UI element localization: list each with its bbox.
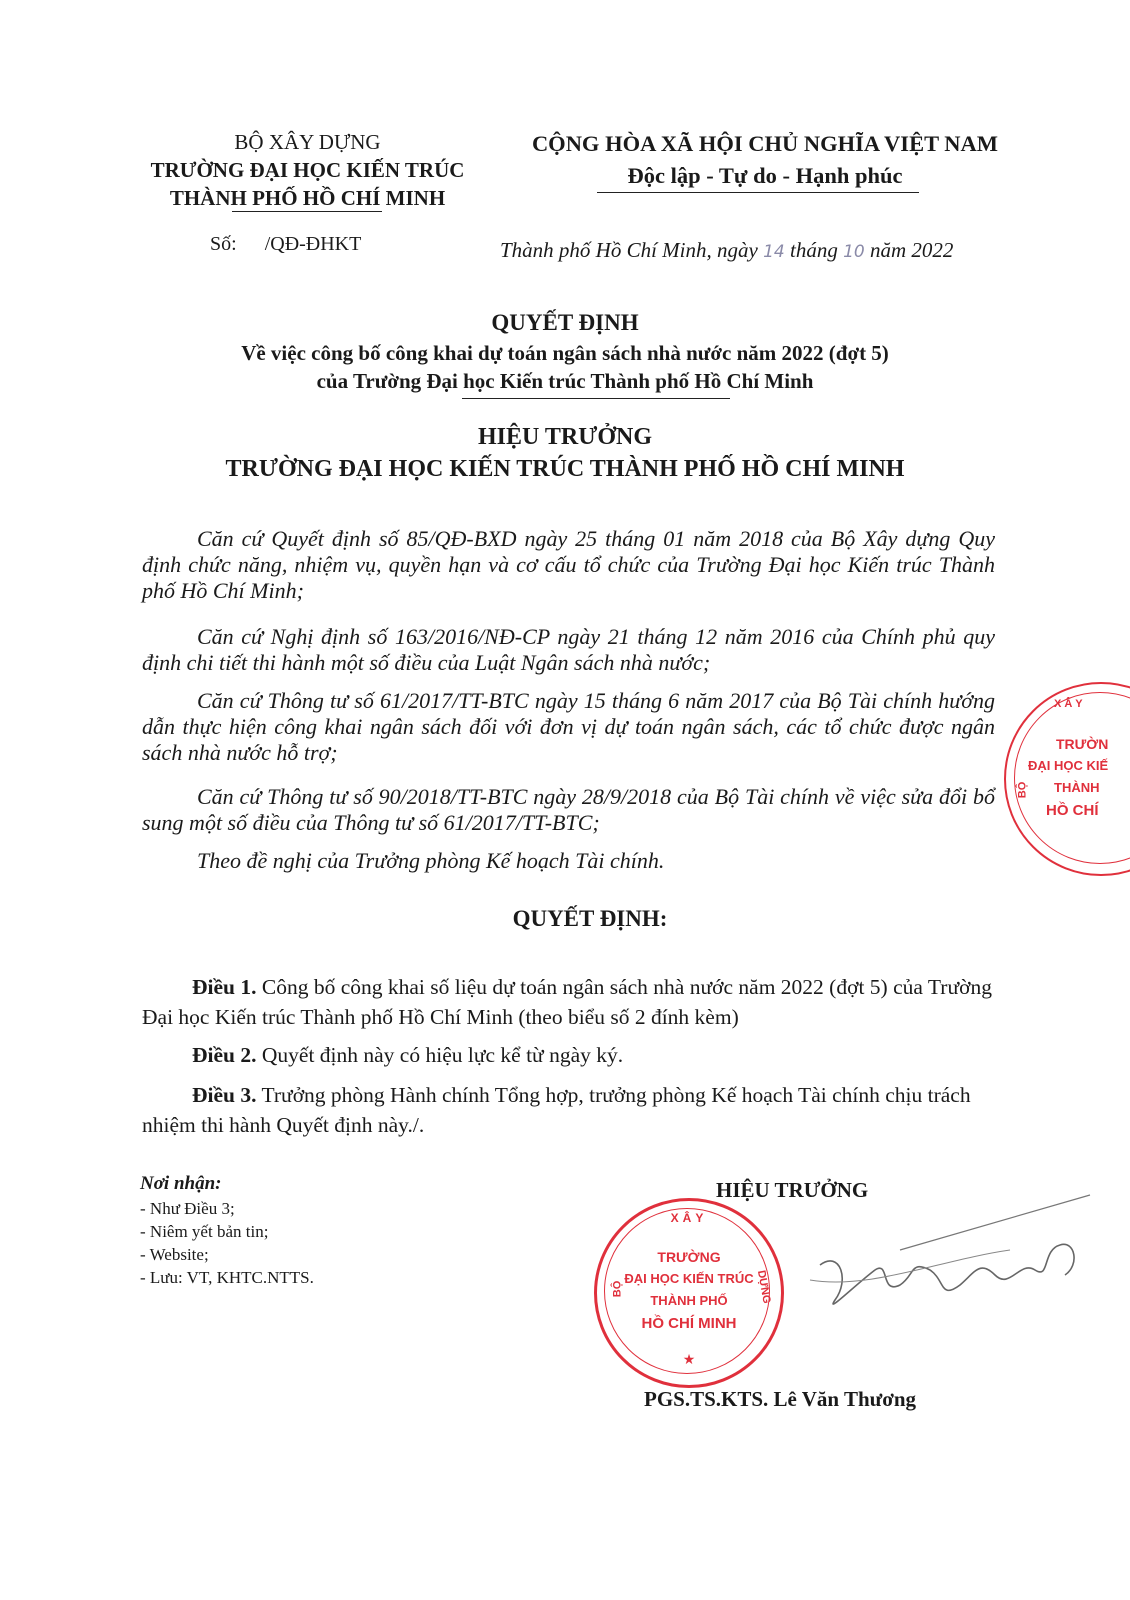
edge-stamp <box>1004 682 1130 876</box>
date-month-label: tháng <box>789 238 838 262</box>
issuer-block <box>110 128 505 212</box>
authority-school: TRƯỜNG ĐẠI HỌC KIẾN TRÚC THÀNH PHỐ HỒ CHÍ MINH <box>225 456 905 482</box>
signer-name: PGS.TS.KTS. Lê Văn Thương <box>644 1387 917 1411</box>
decision-heading: QUYẾT ĐỊNH: <box>512 906 668 931</box>
stamp-right-text: DỰNG <box>754 1269 773 1305</box>
doc-number-suffix: /QĐ-ĐHKT <box>264 233 362 255</box>
edge-stamp-top-text: XÂY <box>1054 698 1086 710</box>
basis-4: Căn cứ Thông tư số 90/2018/TT-BTC ngày 28/9/2018 của Bộ Tài chính về việc sửa đổi bổ sung một số điều của Thông tư số 61/2017/TT-BTC; <box>142 784 995 835</box>
article-1 <box>142 972 992 1032</box>
motto-underline <box>597 192 919 193</box>
official-stamp-inner-ring <box>604 1208 770 1374</box>
stamp-line-4: HỒ CHÍ MINH <box>641 1315 737 1332</box>
edge-stamp-left-text: BỘ <box>1016 781 1029 799</box>
ministry-name: BỘ XÂY DỰNG <box>234 130 381 154</box>
official-stamp <box>594 1198 784 1388</box>
stamp-top-text: XÂY <box>670 1211 708 1225</box>
article-3-label: Điều 3. <box>192 1083 257 1107</box>
recipient-item: - Niêm yết bản tin; <box>140 1222 269 1241</box>
stamp-line-3: THÀNH PHỐ <box>650 1293 728 1308</box>
article-2-text: Quyết định này có hiệu lực kể từ ngày ký. <box>261 1043 624 1067</box>
basis-5: Theo đề nghị của Trưởng phòng Kế hoạch Tài chính. <box>197 848 665 873</box>
recipient-item: - Lưu: VT, KHTC.NTTS. <box>140 1268 314 1287</box>
stamp-line-2: ĐẠI HỌC KIẾN TRÚC <box>624 1271 754 1286</box>
basis-3: Căn cứ Thông tư số 61/2017/TT-BTC ngày 15 tháng 6 năm 2017 của Bộ Tài chính hướng dẫn thực hiện công khai ngân sách đối với đơn vị dự toán ngân sách, các tổ chức được ngân sách nhà nước hỗ trợ; <box>142 688 995 765</box>
date-year: năm 2022 <box>869 238 954 262</box>
edge-stamp-line-1: TRƯỜN <box>1056 736 1109 752</box>
basis-1: Căn cứ Quyết định số 85/QĐ-BXD ngày 25 tháng 01 năm 2018 của Bộ Xây dựng Quy định chức năng, nhiệm vụ, quyền hạn và cơ cấu tổ chức của Trường Đại học Kiến trúc Thành phố Hồ Chí Minh; <box>142 526 995 603</box>
motto: Độc lập - Tự do - Hạnh phúc <box>627 163 903 188</box>
edge-stamp-line-4: HỒ CHÍ <box>1046 802 1099 819</box>
recipient-item: - Website; <box>140 1245 209 1264</box>
recipients-block <box>140 1172 314 1289</box>
recipient-item: - Như Điều 3; <box>140 1199 235 1218</box>
national-header <box>505 128 1025 192</box>
issuer-underline <box>232 211 382 212</box>
article-3-text: Trưởng phòng Hành chính Tổng hợp, trưởng phòng Kế hoạch Tài chính chịu trách nhiệm thi hành Quyết định này./. <box>142 1083 971 1137</box>
document-number <box>210 233 361 256</box>
article-3 <box>142 1080 992 1140</box>
document-subject-line1: Về việc công bố công khai dự toán ngân sách nhà nước năm 2022 (đợt 5) <box>241 341 889 365</box>
article-2-label: Điều 2. <box>192 1043 257 1067</box>
date-month-handwritten: 10 <box>843 242 865 262</box>
doc-number-label: Số: <box>210 233 237 255</box>
basis-2: Căn cứ Nghị định số 163/2016/NĐ-CP ngày 21 tháng 12 năm 2016 của Chính phủ quy định chi tiết thi hành một số điều của Luật Ngân sách nhà nước; <box>142 624 995 675</box>
stamp-left-text: BỘ <box>611 1280 624 1298</box>
subject-underline <box>462 398 730 399</box>
date-line <box>500 238 953 263</box>
school-name-line2: THÀNH PHỐ HỒ CHÍ MINH <box>169 186 446 210</box>
edge-stamp-inner-ring <box>1014 692 1130 864</box>
article-1-text: Công bố công khai số liệu dự toán ngân sách nhà nước năm 2022 (đợt 5) của Trường Đại học Kiến trúc Thành phố Hồ Chí Minh (theo biểu số 2 đính kèm) <box>142 975 992 1029</box>
signature-title: HIỆU TRƯỞNG <box>716 1178 869 1202</box>
recipients-label: Nơi nhận: <box>140 1173 222 1194</box>
edge-stamp-line-2: ĐẠI HỌC KIẾ <box>1028 758 1109 773</box>
school-name-line1: TRƯỜNG ĐẠI HỌC KIẾN TRÚC <box>150 158 465 182</box>
authority-title: HIỆU TRƯỞNG <box>477 424 653 450</box>
document-subject-line2: của Trường Đại học Kiến trúc Thành phố Hồ Chí Minh <box>316 369 814 393</box>
doc-number-handwritten <box>237 233 265 256</box>
date-place: Thành phố Hồ Chí Minh, ngày <box>500 238 758 262</box>
edge-stamp-line-3: THÀNH <box>1054 780 1100 795</box>
date-day-handwritten: 14 <box>763 242 785 262</box>
document-title: QUYẾT ĐỊNH <box>491 310 639 335</box>
republic-name: CỘNG HÒA XÃ HỘI CHỦ NGHĨA VIỆT NAM <box>531 131 999 156</box>
article-2 <box>142 1040 992 1070</box>
stamp-star: ★ <box>682 1351 696 1367</box>
handwritten-signature <box>780 1190 1110 1340</box>
stamp-line-1: TRƯỜNG <box>657 1249 721 1265</box>
article-1-label: Điều 1. <box>192 975 257 999</box>
